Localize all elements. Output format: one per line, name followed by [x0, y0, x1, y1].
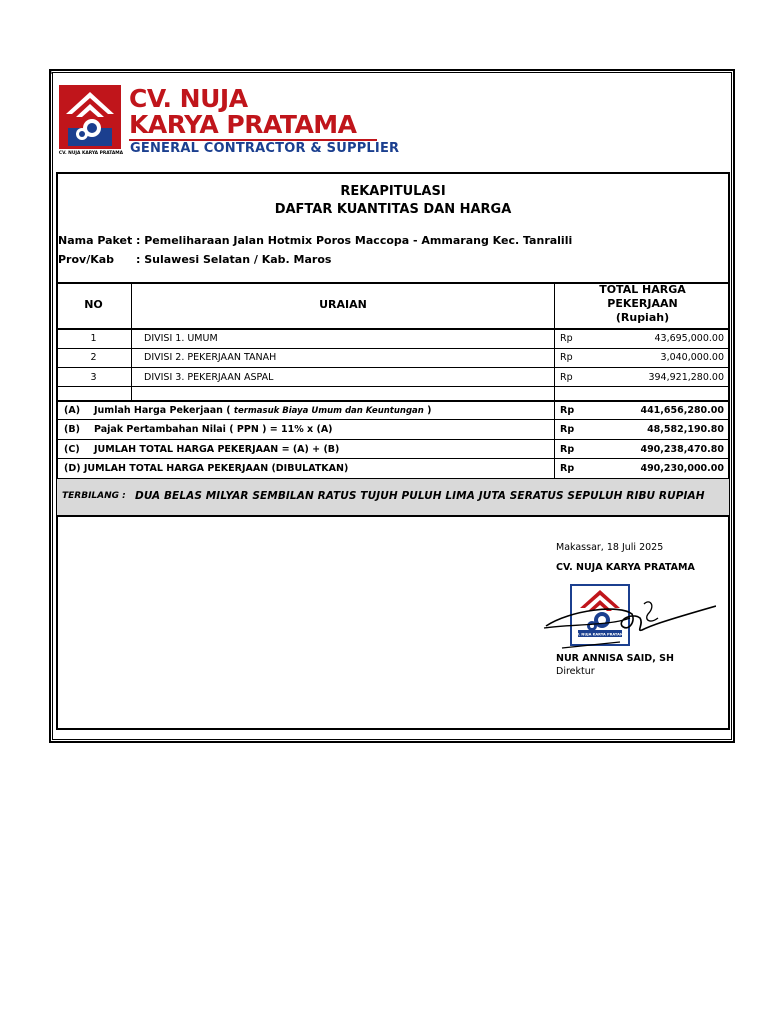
- row-divider: [56, 439, 730, 440]
- row-divider: [56, 386, 730, 387]
- row-desc: DIVISI 2. PEKERJAAN TANAH: [144, 352, 277, 363]
- row-no: 2: [90, 352, 97, 363]
- signature-city-date: Makassar, 18 Juli 2025: [556, 542, 664, 553]
- stamp-caption: CV. NUJA KARYA PRATAMA: [573, 632, 627, 637]
- summary-c-label: [64, 444, 339, 455]
- header-total-line2: PEKERJAAN: [607, 297, 678, 310]
- row-desc: DIVISI 1. UMUM: [144, 333, 218, 344]
- row-value: 394,921,280.00: [648, 372, 724, 383]
- summary-c-currency: Rp: [560, 444, 575, 455]
- row-divider: [56, 348, 730, 349]
- header-total-line3: (Rupiah): [615, 311, 670, 324]
- row-currency: Rp: [560, 372, 573, 383]
- region-info: [58, 253, 331, 266]
- header-no: NO: [84, 298, 103, 311]
- table-header-border: [56, 328, 730, 330]
- company-name-line1: CV. NUJA: [129, 84, 248, 113]
- summary-a-currency: Rp: [560, 405, 575, 416]
- summary-c-text: JUMLAH TOTAL HARGA PEKERJAAN = (A) + (B): [94, 444, 340, 455]
- corner-mark: ': [50, 71, 53, 81]
- summary-b-value: 48,582,190.80: [647, 424, 724, 435]
- signature-scribble-icon: [540, 596, 716, 660]
- row-divider: [56, 419, 730, 420]
- row-value: 3,040,000.00: [660, 352, 724, 363]
- summary-b-currency: Rp: [560, 424, 575, 435]
- row-currency: Rp: [560, 352, 573, 363]
- summary-c-code: (C): [64, 444, 80, 455]
- package-value: : Pemeliharaan Jalan Hotmix Poros Maccopa - Ammarang Kec. Tanralili: [136, 234, 573, 247]
- terbilang-box: [57, 478, 729, 517]
- logo-caption: CV. NUJA KARYA PRATAMA: [58, 151, 124, 156]
- summary-a-label: [64, 405, 431, 416]
- summary-a-code: (A): [64, 405, 81, 416]
- header-uraian: URAIAN: [319, 298, 367, 311]
- region-value: : Sulawesi Selatan / Kab. Maros: [136, 253, 332, 266]
- signatory-name: NUR ANNISA SAID, SH: [556, 653, 674, 664]
- letterhead: [58, 84, 400, 162]
- summary-b-code: (B): [64, 424, 80, 435]
- signature-company: CV. NUJA KARYA PRATAMA: [556, 562, 695, 573]
- header-total-line1: TOTAL HARGA: [599, 283, 686, 296]
- summary-d-currency: Rp: [560, 463, 575, 474]
- company-name-line2: KARYA PRATAMA: [129, 110, 357, 139]
- region-label: Prov/Kab: [58, 253, 115, 266]
- signatory-title: Direktur: [556, 666, 595, 677]
- row-currency: Rp: [560, 333, 573, 344]
- document-subtitle: DAFTAR KUANTITAS DAN HARGA: [274, 202, 512, 217]
- summary-c-value: 490,238,470.80: [640, 444, 724, 455]
- package-label: Nama Paket: [58, 234, 133, 247]
- row-divider: [56, 400, 730, 402]
- document-title: REKAPITULASI: [340, 184, 446, 199]
- row-value: 43,695,000.00: [654, 333, 724, 344]
- company-logo-icon: [58, 84, 122, 160]
- summary-a-close: ): [423, 405, 432, 416]
- terbilang-value: DUA BELAS MILYAR SEMBILAN RATUS TUJUH PULUH LIMA JUTA SERATUS SEPULUH RIBU RUPIAH: [135, 490, 705, 502]
- summary-a-note: termasuk Biaya Umum dan Keuntungan: [233, 406, 424, 416]
- row-no: 3: [90, 372, 97, 383]
- summary-d-value: 490,230,000.00: [640, 463, 724, 474]
- row-divider: [56, 367, 730, 368]
- row-divider: [56, 458, 730, 459]
- row-no: 1: [90, 333, 97, 344]
- company-tagline: GENERAL CONTRACTOR & SUPPLIER: [130, 141, 400, 156]
- terbilang-label: TERBILANG :: [62, 491, 126, 501]
- header-total: [555, 283, 730, 325]
- summary-b-label: [64, 424, 333, 435]
- package-info: [58, 234, 572, 247]
- summary-a-text: Jumlah Harga Pekerjaan (: [94, 405, 234, 416]
- summary-b-text: Pajak Pertambahan Nilai ( PPN ) = 11% x (A): [94, 424, 333, 435]
- summary-a-value: 441,656,280.00: [640, 405, 724, 416]
- row-desc: DIVISI 3. PEKERJAAN ASPAL: [144, 372, 274, 383]
- summary-d-label: (D) JUMLAH TOTAL HARGA PEKERJAAN (DIBULATKAN): [64, 463, 349, 474]
